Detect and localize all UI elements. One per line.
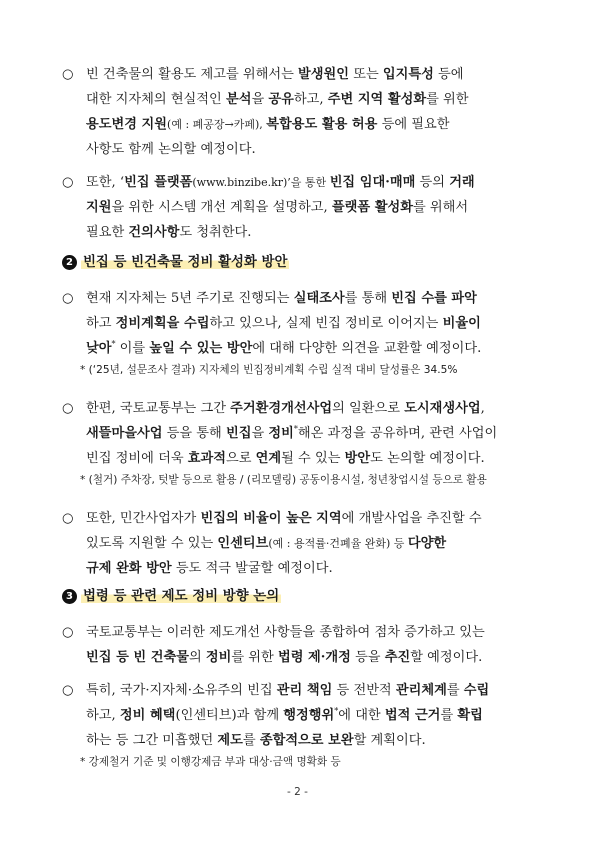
bullet-circle: ○ (62, 625, 74, 640)
bullet-circle: ○ (62, 511, 74, 526)
bullet-circle: ○ (62, 175, 74, 190)
footnote-demolition-remodeling: * (철거) 주차장, 텃밭 등으로 활용 / (리모델링) 공동이용시설, 청년창업시설 등으로 활용 (80, 474, 487, 486)
footnote-enforcement: * 강제철거 기준 및 이행강제금 부과 대상·금액 명확화 등 (80, 756, 341, 768)
paragraph-survey-plan: ○ 현재 지자체는 5년 주기로 진행되는 실태조사를 통해 빈집 수를 파악 하고 정비계획을 수립하고 있으나, 실제 빈집 정비로 이어지는 비율이 낮아* 이를 높일 수 있는 방안에 대해 다양한 의견을 교환할 예정이다. (62, 286, 540, 361)
section-heading-2 (62, 252, 289, 272)
bullet-circle: ○ (62, 683, 74, 698)
circled-number-3: 3 (62, 589, 77, 604)
paragraph-law-amendment: ○ 국토교통부는 이러한 제도개선 사항들을 종합하여 점차 증가하고 있는 빈집 등 빈 건축물의 정비를 위한 법령 제·개정 등을 추진할 예정이다. (62, 620, 540, 670)
page-number: - 2 - (287, 786, 308, 798)
paragraph-vacant-building-use: ○ 빈 건축물의 활용도 제고를 위해서는 발생원인 또는 입지특성 등에 대한 지자체의 현실적인 분석을 공유하고, 주변 지역 활성화를 위한 용도변경 지원(예 : 폐공장→카페), 복합용도 활용 허용 등에 필요한 사항도 함께 논의할 예정이다. (62, 62, 540, 162)
section-heading-text: 법령 등 관련 제도 정비 방향 논의 (83, 588, 280, 604)
section-heading-text: 빈집 등 빈건축물 정비 활성화 방안 (83, 254, 288, 270)
paragraph-ministry-projects: ○ 한편, 국토교통부는 그간 주거환경개선사업의 일환으로 도시재생사업, 새뜰마을사업 등을 통해 빈집을 정비*해온 과정을 공유하며, 관련 사업이 빈집 정비에 더욱 효과적으로 연계될 수 있는 방안도 논의할 예정이다. (62, 396, 540, 471)
circled-number-2: 2 (62, 255, 77, 270)
paragraph-private-incentives: ○ 또한, 민간사업자가 빈집의 비율이 높은 지역에 개발사업을 추진할 수 있도록 지원할 수 있는 인센티브(예 : 용적률·건폐율 완화) 등 다양한 규제 완화 방안 등도 적극 발굴할 예정이다. (62, 506, 540, 581)
bullet-circle: ○ (62, 291, 74, 306)
bullet-circle: ○ (62, 401, 74, 416)
section-heading-3 (62, 586, 281, 606)
footnote-achievement-rate: * (‘25년, 설문조사 결과) 지자체의 빈집정비계획 수립 실적 대비 달성률은 34.5% (80, 364, 458, 376)
bullet-circle: ○ (62, 67, 74, 82)
paragraph-management-system: ○ 특히, 국가·지자체·소유주의 빈집 관리 책임 등 전반적 관리체계를 수립 하고, 정비 혜택(인센티브)과 함께 행정행위*에 대한 법적 근거를 확립 하는 등 그간 미흡했던 제도를 종합적으로 보완할 계획이다. (62, 678, 540, 753)
paragraph-vacant-house-platform: ○ 또한, ‘빈집 플랫폼(www.binzibe.kr)’을 통한 빈집 임대·매매 등의 거래 지원을 위한 시스템 개선 계획을 설명하고, 플랫폼 활성화를 위해서 필요한 건의사항도 청취한다. (62, 170, 540, 245)
